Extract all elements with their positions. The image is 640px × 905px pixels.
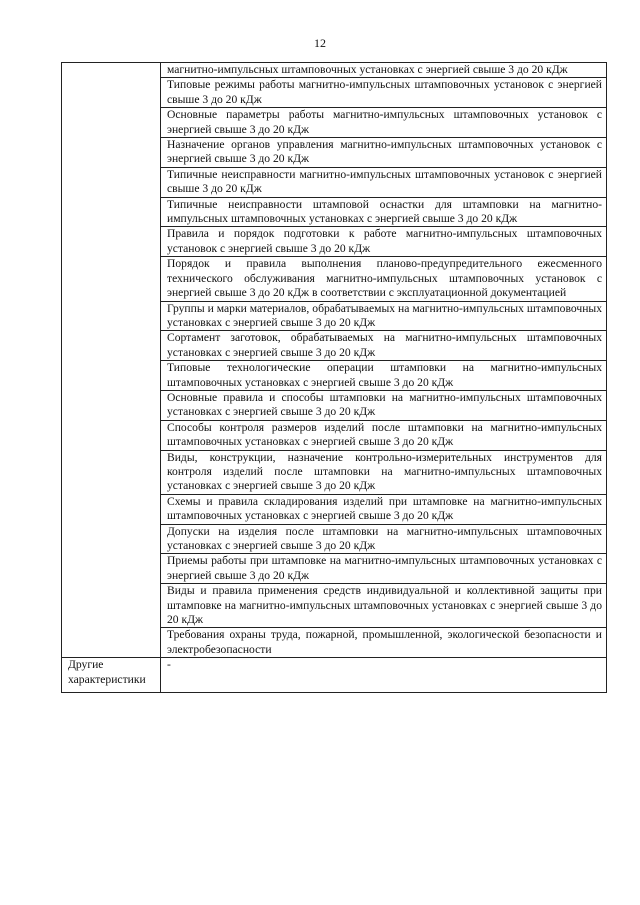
knowledge-item: Типичные неисправности штамповой оснастки для штамповки на магнитно-импульсных штамповочных установках с энергией свыше 3 до 20 кДж <box>161 197 607 227</box>
knowledge-item: Типовые технологические операции штамповки на магнитно-импульсных штамповочных установках с энергией свыше 3 до 20 кДж <box>161 361 607 391</box>
knowledge-item: Порядок и правила выполнения планово-предупредительного ежесменного технического обслуживания магнитно-импульсных штамповочных установок с энергией свыше 3 до 20 кДж в соответствии с эксплуатационной документацией <box>161 257 607 301</box>
knowledge-item: Группы и марки материалов, обрабатываемых на магнитно-импульсных штамповочных установках с энергией свыше 3 до 20 кДж <box>161 301 607 331</box>
knowledge-label-cell <box>62 63 161 658</box>
knowledge-item: Типовые режимы работы магнитно-импульсных штамповочных установок с энергией свыше 3 до 20 кДж <box>161 78 607 108</box>
knowledge-item: Виды и правила применения средств индивидуальной и коллективной защиты при штамповке на магнитно-импульсных штамповочных установках с энергией свыше 3 до 20 кДж <box>161 584 607 628</box>
knowledge-item: Основные параметры работы магнитно-импульсных штамповочных установок с энергией свыше 3 до 20 кДж <box>161 108 607 138</box>
other-characteristics-label: Другие характеристики <box>62 658 161 693</box>
knowledge-item: Схемы и правила складирования изделий при штамповке на магнитно-импульсных штамповочных установках с энергией свыше 3 до 20 кДж <box>161 494 607 524</box>
knowledge-item: Типичные неисправности магнитно-импульсных штамповочных установок с энергией свыше 3 до 20 кДж <box>161 167 607 197</box>
knowledge-item: Назначение органов управления магнитно-импульсных штамповочных установок с энергией свыше 3 до 20 кДж <box>161 138 607 168</box>
knowledge-item: Приемы работы при штамповке на магнитно-импульсных штамповочных установках с энергией свыше 3 до 20 кДж <box>161 554 607 584</box>
table-row <box>62 658 607 693</box>
knowledge-item: Сортамент заготовок, обрабатываемых на магнитно-импульсных штамповочных установках с энергией свыше 3 до 20 кДж <box>161 331 607 361</box>
table-row <box>62 63 607 78</box>
knowledge-item: Правила и порядок подготовки к работе магнитно-импульсных штамповочных установок с энергией свыше 3 до 20 кДж <box>161 227 607 257</box>
requirements-table <box>61 62 607 693</box>
knowledge-item: Допуски на изделия после штамповки на магнитно-импульсных штамповочных установках с энергией свыше 3 до 20 кДж <box>161 524 607 554</box>
knowledge-item: Способы контроля размеров изделий после штамповки на магнитно-импульсных штамповочных установках с энергией свыше 3 до 20 кДж <box>161 420 607 450</box>
knowledge-item: магнитно-импульсных штамповочных установках с энергией свыше 3 до 20 кДж <box>161 63 607 78</box>
page-number: 12 <box>314 36 326 50</box>
knowledge-item: Основные правила и способы штамповки на магнитно-импульсных штамповочных установках с энергией свыше 3 до 20 кДж <box>161 390 607 420</box>
other-characteristics-value: - <box>161 658 607 693</box>
knowledge-item: Требования охраны труда, пожарной, промышленной, экологической безопасности и электробезопасности <box>161 628 607 658</box>
knowledge-item: Виды, конструкции, назначение контрольно-измерительных инструментов для контроля изделий после штамповки на магнитно-импульсных штамповочных установках с энергией свыше 3 до 20 кДж <box>161 450 607 494</box>
